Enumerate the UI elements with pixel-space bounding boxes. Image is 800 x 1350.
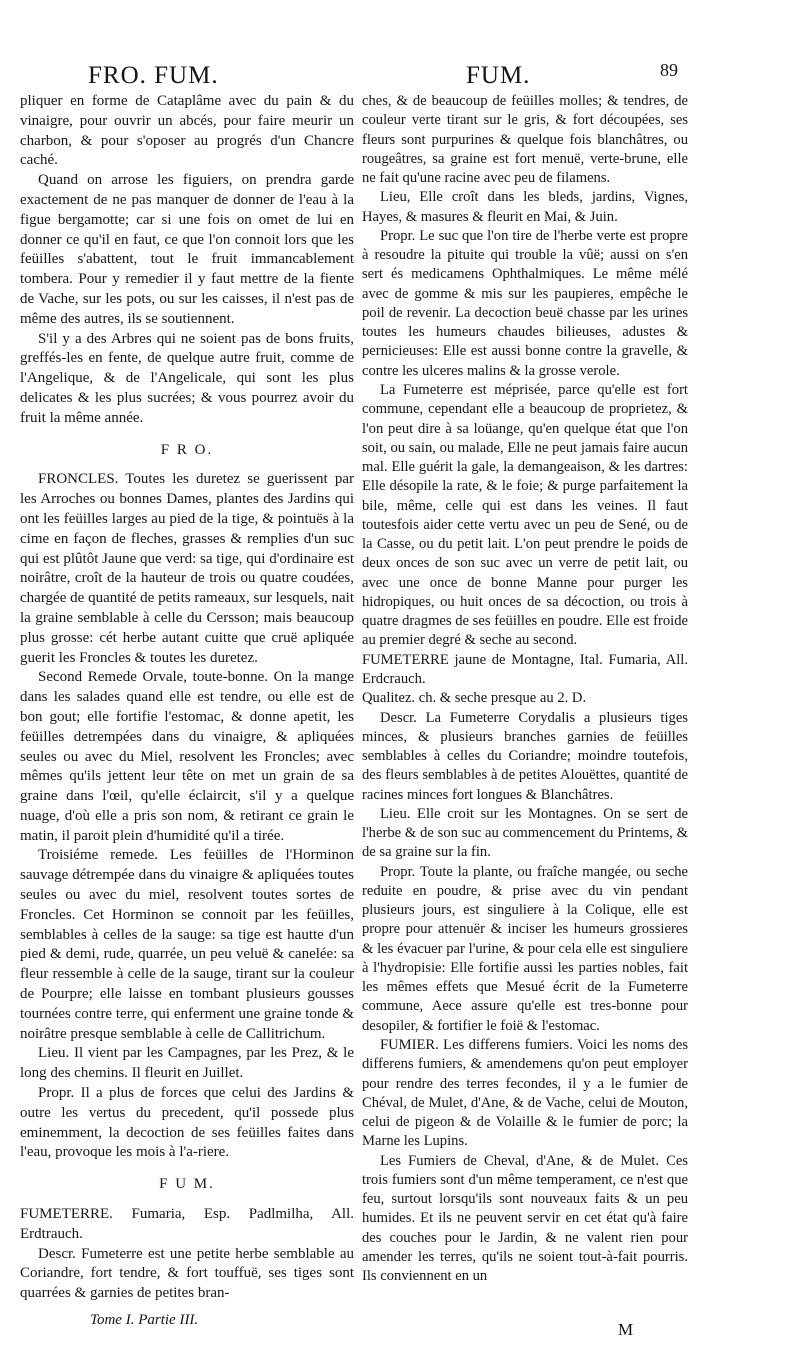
paragraph: pliquer en forme de Cataplâme avec du pain & du vinaigre, pour ouvrir un abcés, pour faire meurir un charbon, & pour s'oposer au progrés d'un Chancre caché. <box>20 93 354 169</box>
paragraph: Second Remede Orvale, toute-bonne. On la mange dans les salades quand elle est tendre, ou elle est de bon gout; elle fortifie l'estomac, & donne apetit, les feüilles detrempées dans du vinaigre, & apliquées seules ou avec du Miel, resolvent les Froncles; avec mêmes qu'ils jettent leur tête on met un grain de sa graine dans l'œil, qu'elle éclaircit, s'il y a quelque nuage, d'où elle a pris son nom, & retirant ce grain le matin, il paroit plein d'humidité qu'il a tirée. <box>20 669 354 844</box>
gathering-signature: M <box>618 1320 634 1339</box>
paragraph: Les Fumiers de Cheval, d'Ane, & de Mulet. Ces trois fumiers sont d'un même temperament, ce n'est que feu, surtout lorsqu'ils sont nouveaux faits & un peu humides. Et ils ne peuvent servir en cet état qu'à faire des couches pour le Jardin, & ne valent rien pour amender les terres, qu'ils ne soient tout-à-fait pourris. Ils conviennent en un <box>362 1152 688 1285</box>
paragraph: S'il y a des Arbres qui ne soient pas de bons fruits, greffés-les en fente, de quelque autre fruit, comme de l'Angelique, & de l'Angelicale, qui sont les plus delicates & les plus sucrées; & vous pourrez avoir du fruit la même année. <box>20 330 354 426</box>
running-head-right: FUM. <box>466 62 531 89</box>
paragraph: Propr. Le suc que l'on tire de l'herbe verte est propre à resoudre la pituite qui trouble la vûë; aussi on s'en sert és medicamens Ophthalmiques. Le même mélé avec de gomme & mis sur les paupieres, empêche le poil de revenir. La decoction beuë chasse par les urines toutes les humeurs chaudes bilieuses, adustes & pernicieuses: Elle est aussi bonne contre la gravelle, & contre les ulceres malins & la grosse verole. <box>362 227 688 379</box>
volume-signature: Tome I. Partie III. <box>90 1312 199 1328</box>
paragraph: Lieu. Il vient par les Campagnes, par les Prez, & le long des chemins. Il fleurit en Juillet. <box>20 1045 354 1082</box>
paragraph: Lieu. Elle croit sur les Montagnes. On se sert de l'herbe & de son suc au commencement du Printems, & de sa graine sur la fin. <box>362 805 688 861</box>
running-head-left: FRO. FUM. <box>88 62 219 89</box>
right-column <box>362 92 688 1286</box>
paragraph: Quand on arrose les figuiers, on prendra garde exactement de ne pas manquer de donner de l'eau à la figue bergamotte; car si une fois on omet de lui en donner ce qu'il en faut, ce que l'on connoit lors que les feüilles s'abattent, tout le fruit immancablement tombera. Pour y remedier il y faut mettre de la fiente de Vache, sur les pots, ou sur les caisses, il n'est pas de même des autres, ils se soutiennent. <box>20 172 354 327</box>
paragraph: Qualitez. ch. & seche presque au 2. D. <box>362 690 587 707</box>
section-heading: F R O. <box>160 441 214 458</box>
page-number: 89 <box>660 60 678 80</box>
paragraph: FRONCLES. Toutes les duretez se guerissent par les Arroches ou bonnes Dames, plantes des Jardins qui ont les feüilles larges au pied de la tige, & pointuës à la cime en façon de fleches, grasses & remplies d'un suc qui est plûtôt Jaune que verd: sa tige, qui d'ordinaire est noirâtre, croît de la hauteur de trois ou quatre coudées, chargée de quantité de petits rameaux, sur lesquels, nait la graine semblable à celle du Cersson; mais beaucoup plus grosse: cét herbe autant cuitte que cruë apliquée guerit les Froncles & toutes les duretez. <box>20 471 354 666</box>
paragraph: Propr. Toute la plante, ou fraîche mangée, ou seche reduite en poudre, & prise avec du vin pendant plusieurs jours, est singuliere à la Colique, elle est propre pour attenuër & inciser les humeurs grossieres & les évacuer par l'urine, & pour cela elle est singuliere à l'hydropisie: Elle fortifie aussi les parties nobles, fait les mêmes effets que Mesué écrit de la Fumeterre commune, Aece assure qu'elle est tres-bonne pour desopiler, & fortifier le foië & l'estomac. <box>362 863 688 1034</box>
paragraph: FUMETERRE. Fumaria, Esp. Padlmilha, All. Erdtrauch. <box>20 1206 354 1242</box>
left-column <box>20 92 354 1304</box>
paragraph: Lieu, Elle croît dans les bleds, jardins, Vignes, Hayes, & masures & fleurit en Mai, & Juin. <box>362 189 688 225</box>
paragraph: FUMETERRE jaune de Montagne, Ital. Fumaria, All. Erdcrauch. <box>362 651 688 687</box>
paragraph: FUMIER. Les differens fumiers. Voici les noms des differens fumiers, & amendemens qu'on peut employer pour rendre des terres fecondes, il y a le fumier de Chéval, de Mulet, d'Ane, & de Vache, celui de Mouton, celui de pigeon & de Volaille & le fumier de porc; la Marne les Lupins. <box>362 1037 688 1150</box>
paragraph: ches, & de beaucoup de feüilles molles; & tendres, de couleur verte tirant sur le gris, & fort découpées, ses fleurs sont purpurines & quelque fois blanchâtres, ou rougeâtres, sa graine est fort menuë, verte-brune, elle ne fait qu'une racine avec peu de filamens. <box>362 93 688 187</box>
paragraph: Descr. Fumeterre est une petite herbe semblable au Coriandre, fort tendre, & fort touffuë, ses tiges sont quarrées & garnies de petites bran- <box>20 1245 354 1302</box>
section-heading: F U M. <box>159 1176 215 1193</box>
paragraph: La Fumeterre est méprisée, parce qu'elle est fort commune, cependant elle a beaucoup de proprietez, & l'on peut dire à sa loüange, qu'en quelque état que l'on soit, ou sain, ou malade, Elle ne peut jamais faire aucun mal. Elle guérit la gale, la demangeaison, & les dartres: Elle désopile la rate, & le foie; & purge parfaitement la bile, même, celle qui est dans les veines. Il faut toutesfois aider cette vertu avec un peu de Sené, ou de la Casse, ou du petit lait. L'on peut prendre le poids de deux onces de son suc avec un verre de petit lait, ou avec une once de bonne Manne pour purger les hidropiques, ou huit onces de sa décoction, ou trois à quatre dragmes de ses feüilles en poudre. Elle est froide au premier degré & seche au second. <box>362 381 688 649</box>
paragraph: Propr. Il a plus de forces que celui des Jardins & outre les vertus du precedent, qu'il possede plus eminemment, la decoction de ses feüilles faites dans l'eau, provoque les mois à l'a-riere. <box>20 1085 354 1161</box>
paragraph: Troisiéme remede. Les feüilles de l'Horminon sauvage détrempée dans du vinaigre & apliquées toutes seules ou avec du miel, resolvent toutes sortes de Froncles. Cet Horminon se connoit par les feüilles, semblables à celles de la sauge: sa tige est hautte d'un pied & demi, rude, quarrée, un peu veluë & canelée: sa fleur ressemble à celle de la sauge, tirant sur la couleur de Pourpre; elle laisse en tombant plusieurs gousses tournées contre terre, qui enferment une graine tonde & noirâtre presque semblable à celle de Callitrichum. <box>20 847 354 1042</box>
paragraph: Descr. La Fumeterre Corydalis a plusieurs tiges minces, & plusieurs branches garnies de feüilles semblables à celles du Coriandre; moindre toutefois, des fleurs semblables à de petites Alouëttes, quantité de racines minces fort longues & Blanchâtres. <box>362 709 688 803</box>
